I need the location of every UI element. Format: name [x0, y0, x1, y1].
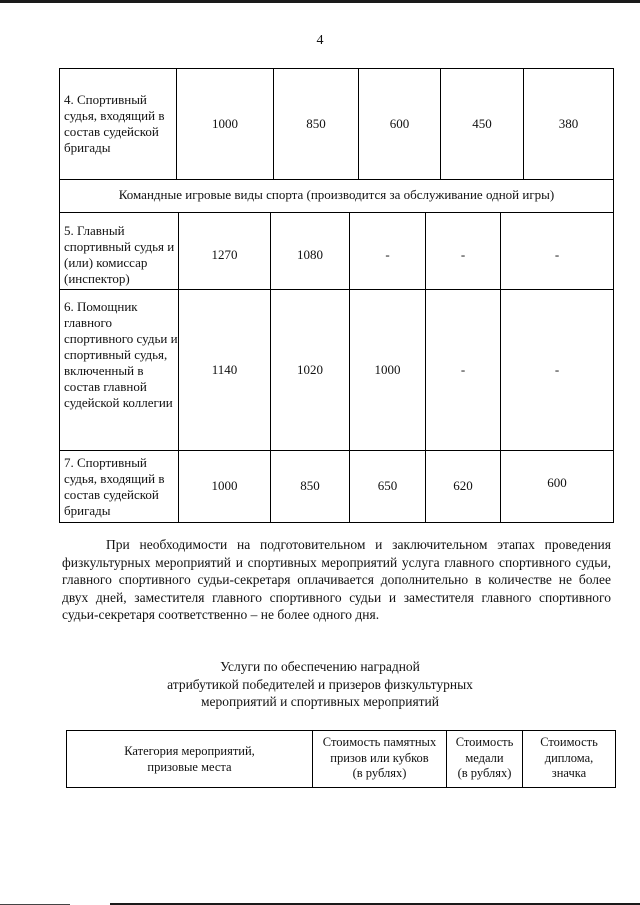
row-7-value-4: 620	[453, 478, 473, 493]
row-4-value-4: 450	[472, 116, 492, 131]
awards-header-diploma: Стоимость диплома, значка	[540, 735, 598, 780]
row-5-value-1: 1270	[211, 247, 238, 262]
row-7-value-5: 600	[547, 475, 567, 490]
row-4-value-3: 600	[389, 116, 410, 131]
row-4-value-1: 1000	[212, 116, 238, 131]
row-6-value-4: -	[460, 362, 466, 377]
row-4-category: 4. Спортивный судья, входящий в состав судейской бригады	[64, 92, 165, 155]
row-7-category: 7. Спортивный судья, входящий в состав судейской бригады	[64, 455, 165, 518]
row-6-value-2: 1020	[297, 362, 323, 377]
page-number: 4	[316, 33, 324, 48]
body-paragraph: При необходимости на подготовительном и заключительном этапах проведения физкультурных мероприятий и спортивных мероприятий услуга главного спортивного судьи, главного спортивного судьи-секретаря оплачивается дополнительно в количестве не более двух дней, заместителя главного спортивного судьи и заместителя главного спортивного судьи-секретаря соответственно – не более одного дня.	[62, 537, 611, 623]
row-7-value-3: 650	[377, 478, 398, 493]
section-team-sports: Командные игровые виды спорта (производится за обслуживание одной игры)	[118, 187, 555, 202]
scan-edge-top	[0, 0, 640, 3]
row-5-value-3: -	[385, 247, 390, 262]
row-4-value-5: 380	[558, 116, 579, 131]
row-6-category: 6. Помощник главного спортивного судьи и спортивный судья, включенный в состав главной судейской коллегии	[64, 299, 178, 410]
row-6-value-1: 1140	[211, 362, 238, 377]
row-7-value-2: 850	[300, 478, 320, 493]
row-6-value-3: 1000	[374, 362, 401, 377]
section-title: Услуги по обеспечению наградной атрибутикой победителей и призеров физкультурных мероприятий и спортивных мероприятий	[167, 659, 473, 710]
row-4-value-2: 850	[306, 116, 326, 131]
row-5-value-4: -	[460, 247, 466, 262]
row-5-value-2: 1080	[297, 247, 323, 262]
row-5-category: 5. Главный спортивный судья и (или) комиссар (инспектор)	[64, 223, 175, 286]
awards-header-medal: Стоимость медали (в рублях)	[455, 735, 514, 780]
awards-header-category: Категория мероприятий, призовые места	[124, 744, 255, 774]
row-7-value-1: 1000	[211, 478, 238, 493]
row-6-value-5: -	[554, 362, 560, 377]
awards-header-prizes: Стоимость памятных призов или кубков (в рублях)	[322, 735, 437, 780]
row-5-value-5: -	[554, 247, 560, 262]
